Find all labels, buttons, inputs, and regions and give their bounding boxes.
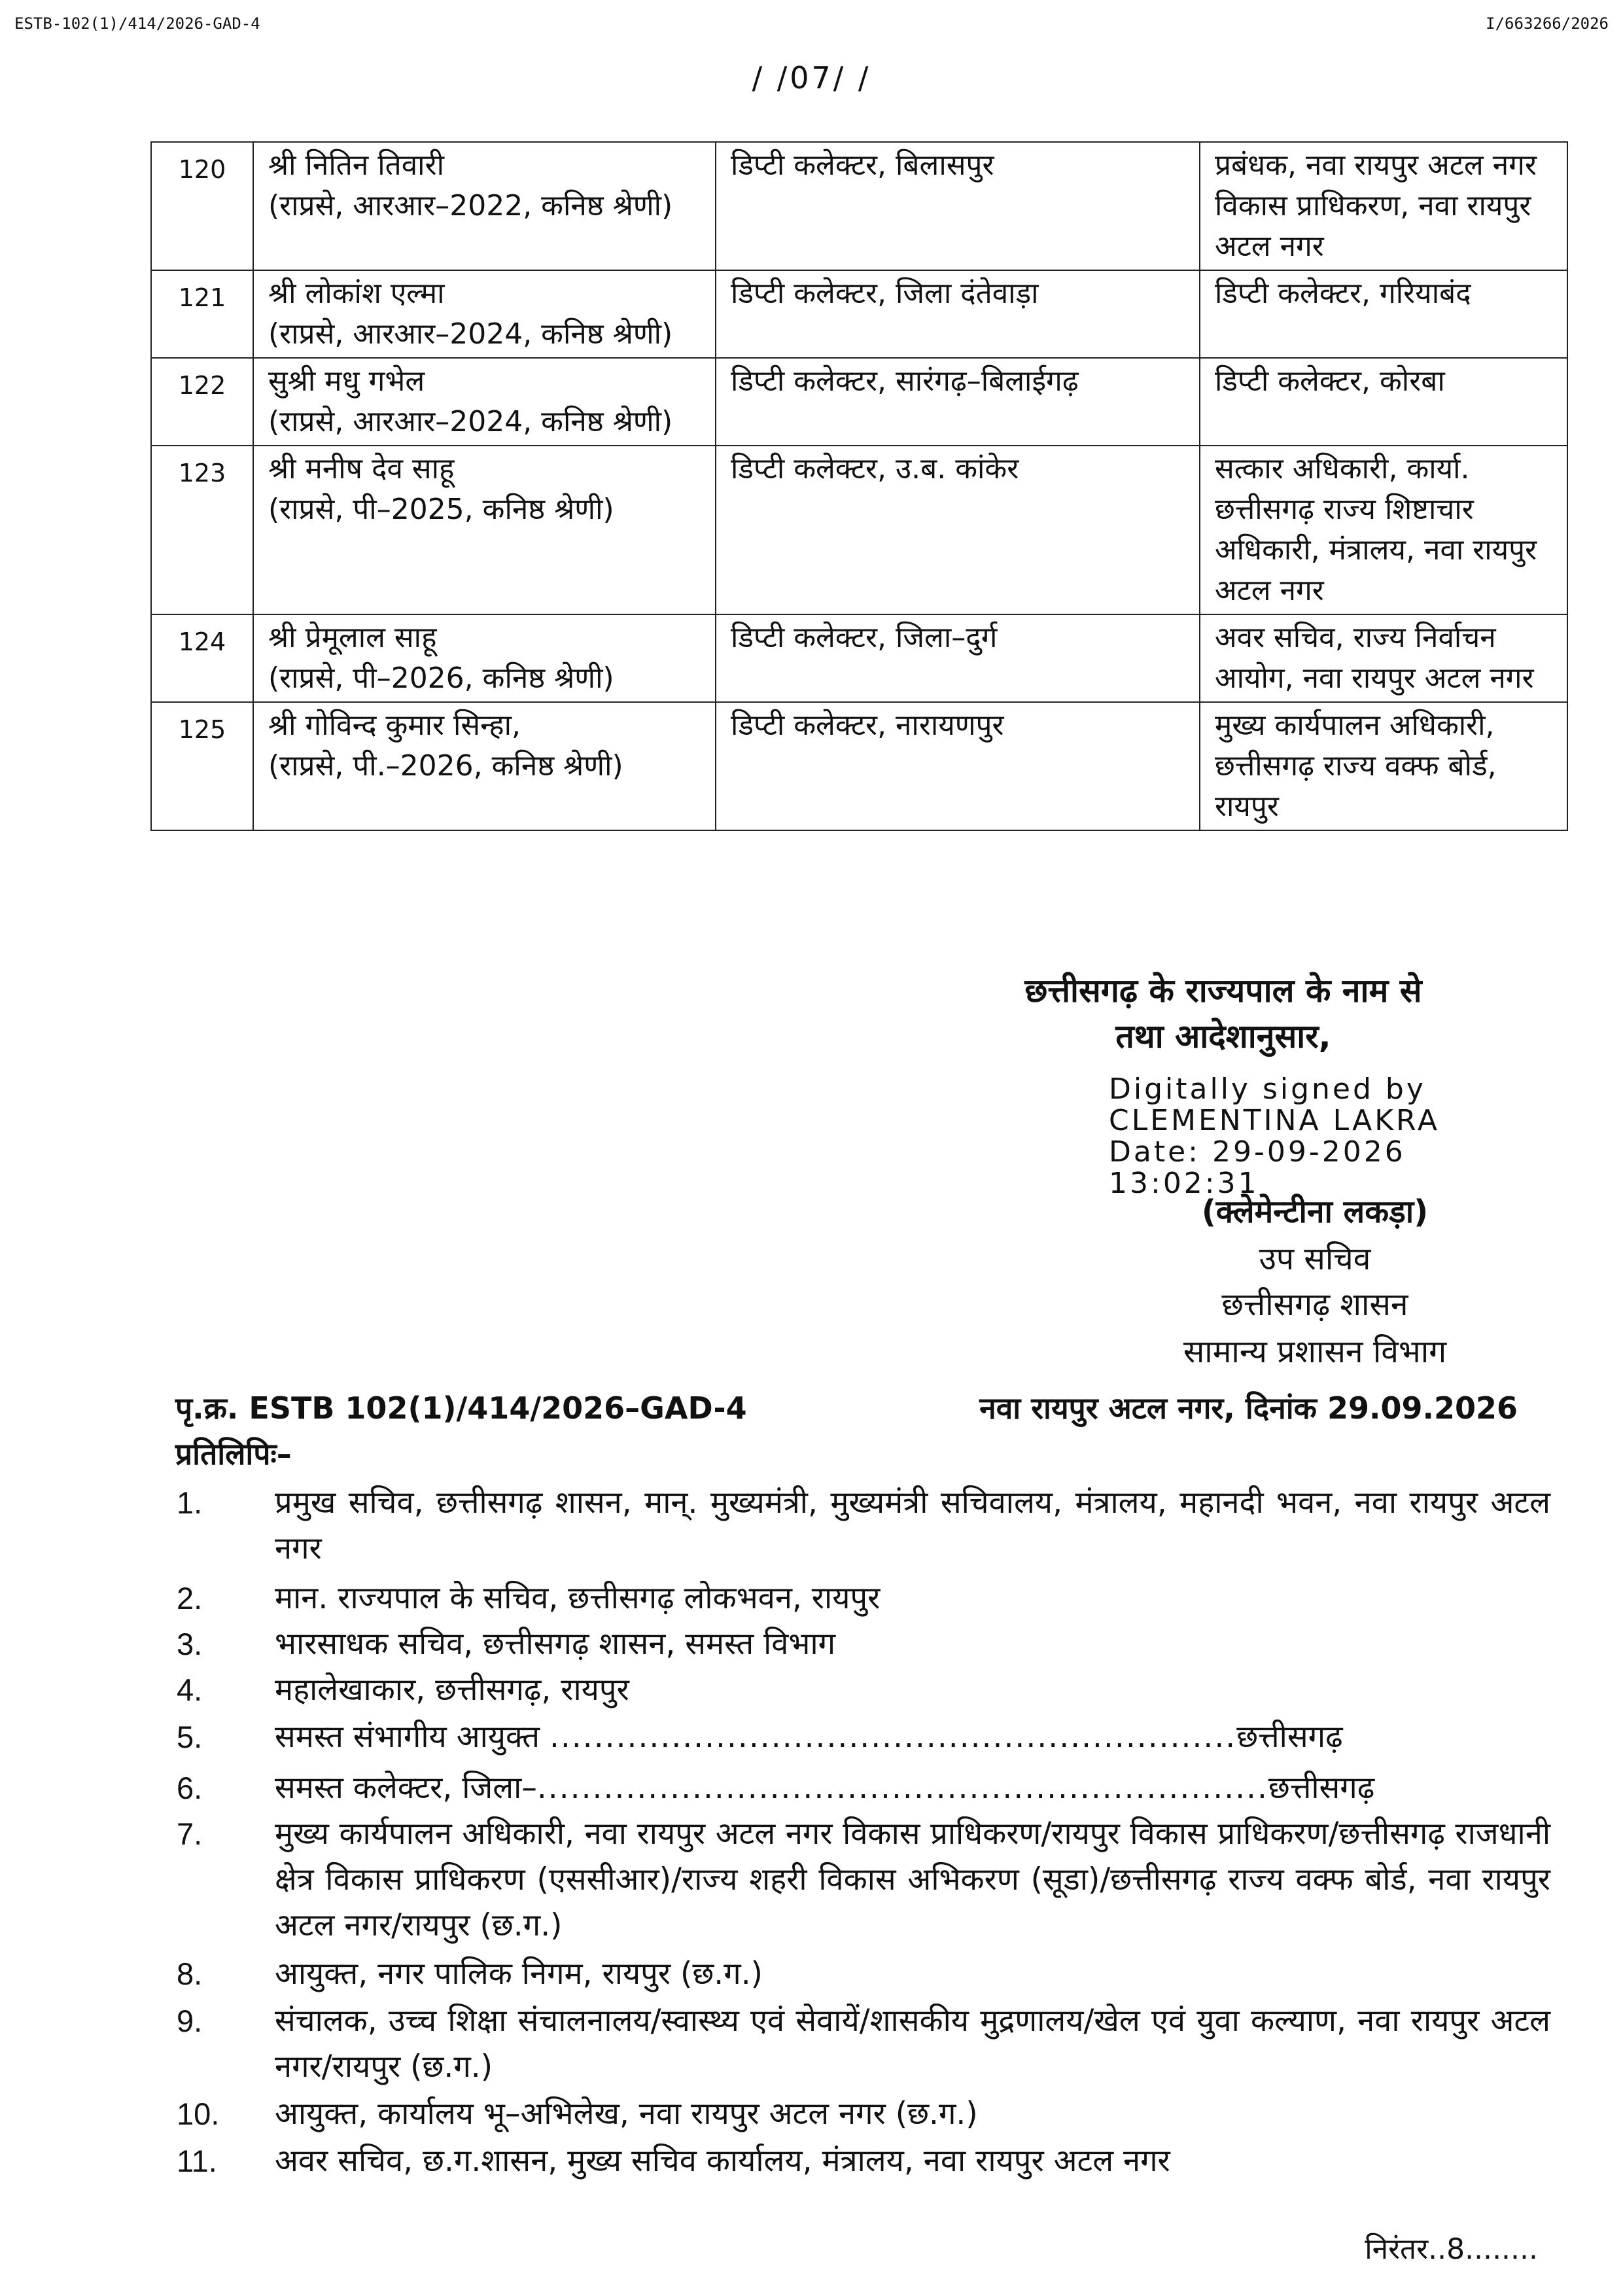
officer-cell (253, 614, 716, 702)
copy-item-text: प्रमुख सचिव, छत्तीसगढ़ शासन, मान्. मुख्यमंत्री, मुख्यमंत्री सचिवालय, मंत्रालय, महानदी भवन, नवा रायपुर अटल नगर (275, 1485, 1550, 1566)
document-id: I/663266/2026 (1486, 14, 1609, 33)
serial-number: 123 (151, 446, 253, 614)
endorsement-place-date: नवा रायपुर अटल नगर, दिनांक 29.09.2026 (979, 1390, 1518, 1426)
table-row (151, 702, 1567, 830)
copy-item-text: अवर सचिव, छ.ग.शासन, मुख्य सचिव कार्यालय, मंत्रालय, नवा रायपुर अटल नगर (275, 2143, 1170, 2179)
serial-number: 122 (151, 358, 253, 446)
new-posting: प्रबंधक, नवा रायपुर अटल नगर विकास प्राधिकरण, नवा रायपुर अटल नगर (1200, 142, 1567, 270)
copy-item-number: 10. (177, 2096, 220, 2131)
serial-number: 125 (151, 702, 253, 830)
table-row (151, 142, 1567, 270)
copy-item-number: 4. (177, 1672, 203, 1707)
continued-marker: निरंतर..8........ (1365, 2233, 1538, 2266)
digital-signature-name: CLEMENTINA LAKRA (1109, 1104, 1440, 1137)
officer-detail: (राप्रसे, पी–2025, कनिष्ठ श्रेणी) (268, 493, 614, 526)
copy-item-number: 5. (177, 1720, 203, 1754)
authority-line: छत्तीसगढ़ के राज्यपाल के नाम से (1024, 972, 1422, 1010)
new-posting: अवर सचिव, राज्य निर्वाचन आयोग, नवा रायपुर अटल नगर (1200, 614, 1567, 702)
officer-cell (253, 702, 716, 830)
officer-detail: (राप्रसे, आरआर–2024, कनिष्ठ श्रेणी) (268, 317, 673, 351)
copy-item-number: 8. (177, 1956, 203, 1991)
copy-item-text: संचालक, उच्च शिक्षा संचालनालय/स्वास्थ्य एवं सेवायें/शासकीय मुद्रणालय/खेल एवं युवा कल्याण, नवा रायपुर अटल नगर/रायपुर (छ.ग.) (275, 2003, 1550, 2085)
officer-name: श्री लोकांश एल्मा (268, 277, 445, 310)
officer-cell (253, 358, 716, 446)
table-row (151, 270, 1567, 358)
transfer-table (150, 141, 1568, 831)
current-posting: डिप्टी कलेक्टर, उ.ब. कांकेर (716, 446, 1200, 614)
officer-cell (253, 446, 716, 614)
officer-name: श्री नितिन तिवारी (268, 149, 444, 182)
current-posting: डिप्टी कलेक्टर, बिलासपुर (716, 142, 1200, 270)
current-posting: डिप्टी कलेक्टर, नारायणपुर (716, 702, 1200, 830)
digital-signature-time: 13:02:31 (1109, 1167, 1259, 1200)
copy-item-number: 6. (177, 1771, 203, 1805)
serial-number: 124 (151, 614, 253, 702)
serial-number: 120 (151, 142, 253, 270)
copy-item-text: महालेखाकार, छत्तीसगढ़, रायपुर (275, 1672, 629, 1708)
copy-item-text: आयुक्त, कार्यालय भू–अभिलेख, नवा रायपुर अटल नगर (छ.ग.) (275, 2096, 978, 2132)
file-reference: ESTB-102(1)/414/2026-GAD-4 (14, 14, 260, 33)
new-posting: डिप्टी कलेक्टर, कोरबा (1200, 358, 1567, 446)
table-row (151, 446, 1567, 614)
current-posting: डिप्टी कलेक्टर, जिला दंतेवाड़ा (716, 270, 1200, 358)
copy-item-text: समस्त संभागीय आयुक्त (275, 1719, 540, 1755)
officer-name: सुश्री मधु गभेल (268, 364, 425, 398)
copy-item-text: आयुक्त, नगर पालिक निगम, रायपुर (छ.ग.) (275, 1956, 763, 1992)
copy-item-text: मान. राज्यपाल के सचिव, छत्तीसगढ़ लोकभवन, रायपुर (275, 1580, 881, 1616)
officer-detail: (राप्रसे, आरआर–2022, कनिष्ठ श्रेणी) (268, 189, 673, 222)
officer-name: श्री प्रेमूलाल साहू (268, 621, 437, 654)
copy-item-suffix: छत्तीसगढ़ (1236, 1719, 1343, 1755)
officer-cell (253, 270, 716, 358)
signatory-government: छत्तीसगढ़ शासन (1221, 1286, 1408, 1323)
table-row (151, 358, 1567, 446)
copy-item-text: मुख्य कार्यपालन अधिकारी, नवा रायपुर अटल नगर विकास प्राधिकरण/रायपुर विकास प्राधिकरण/छत्तीसगढ़ राजधानी क्षेत्र विकास प्राधिकरण (एससीआर)/राज्य शहरी विकास अभिकरण (सूडा)/छत्तीसगढ़ राज्य वक्फ बोर्ड, नवा रायपुर अटल नगर/रायपुर (छ.ग.) (275, 1816, 1550, 1943)
copy-item-number: 7. (177, 1816, 203, 1851)
page-number: / /07/ / (752, 60, 871, 96)
copy-item-number: 1. (177, 1485, 203, 1520)
digital-signature-date: Date: 29-09-2026 (1109, 1135, 1406, 1169)
new-posting: डिप्टी कलेक्टर, गरियाबंद (1200, 270, 1567, 358)
copy-item-number: 2. (177, 1581, 203, 1616)
officer-cell (253, 142, 716, 270)
new-posting: सत्कार अधिकारी, कार्या. छत्तीसगढ़ राज्य शिष्टाचार अधिकारी, मंत्रालय, नवा रायपुर अटल नगर (1200, 446, 1567, 614)
copy-item-number: 11. (177, 2144, 217, 2178)
officer-name: श्री मनीष देव साहू (268, 452, 455, 486)
officer-detail: (राप्रसे, पी–2026, कनिष्ठ श्रेणी) (268, 662, 614, 695)
officer-name: श्री गोविन्द कुमार सिन्हा, (268, 709, 521, 742)
signatory-name: (क्लेमेन्टीना लकड़ा) (1201, 1193, 1429, 1230)
current-posting: डिप्टी कलेक्टर, सारंगढ़–बिलाईगढ़ (716, 358, 1200, 446)
signatory-department: सामान्य प्रशासन विभाग (1183, 1333, 1447, 1370)
officer-detail: (राप्रसे, आरआर–2024, कनिष्ठ श्रेणी) (268, 405, 673, 438)
endorsement-number: पृ.क्र. ESTB 102(1)/414/2026–GAD-4 (175, 1390, 747, 1426)
serial-number: 121 (151, 270, 253, 358)
new-posting: मुख्य कार्यपालन अधिकारी, छत्तीसगढ़ राज्य वक्फ बोर्ड, रायपुर (1200, 702, 1567, 830)
officer-detail: (राप्रसे, पी.–2026, कनिष्ठ श्रेणी) (268, 749, 623, 783)
copy-to-heading: प्रतिलिपिः– (175, 1436, 292, 1472)
copy-item-number: 9. (177, 2004, 203, 2038)
digital-signature-label: Digitally signed by (1109, 1072, 1426, 1106)
signatory-designation: उप सचिव (1259, 1241, 1371, 1277)
copy-item-text: समस्त कलेक्टर, जिला– (275, 1770, 537, 1806)
current-posting: डिप्टी कलेक्टर, जिला–दुर्ग (716, 614, 1200, 702)
copy-item-suffix: छत्तीसगढ़ (1268, 1770, 1375, 1806)
copy-item-text: भारसाधक सचिव, छत्तीसगढ़ शासन, समस्त विभाग (275, 1626, 836, 1662)
table-row (151, 614, 1567, 702)
order-line: तथा आदेशानुसार, (1115, 1017, 1331, 1055)
copy-item-number: 3. (177, 1627, 203, 1661)
